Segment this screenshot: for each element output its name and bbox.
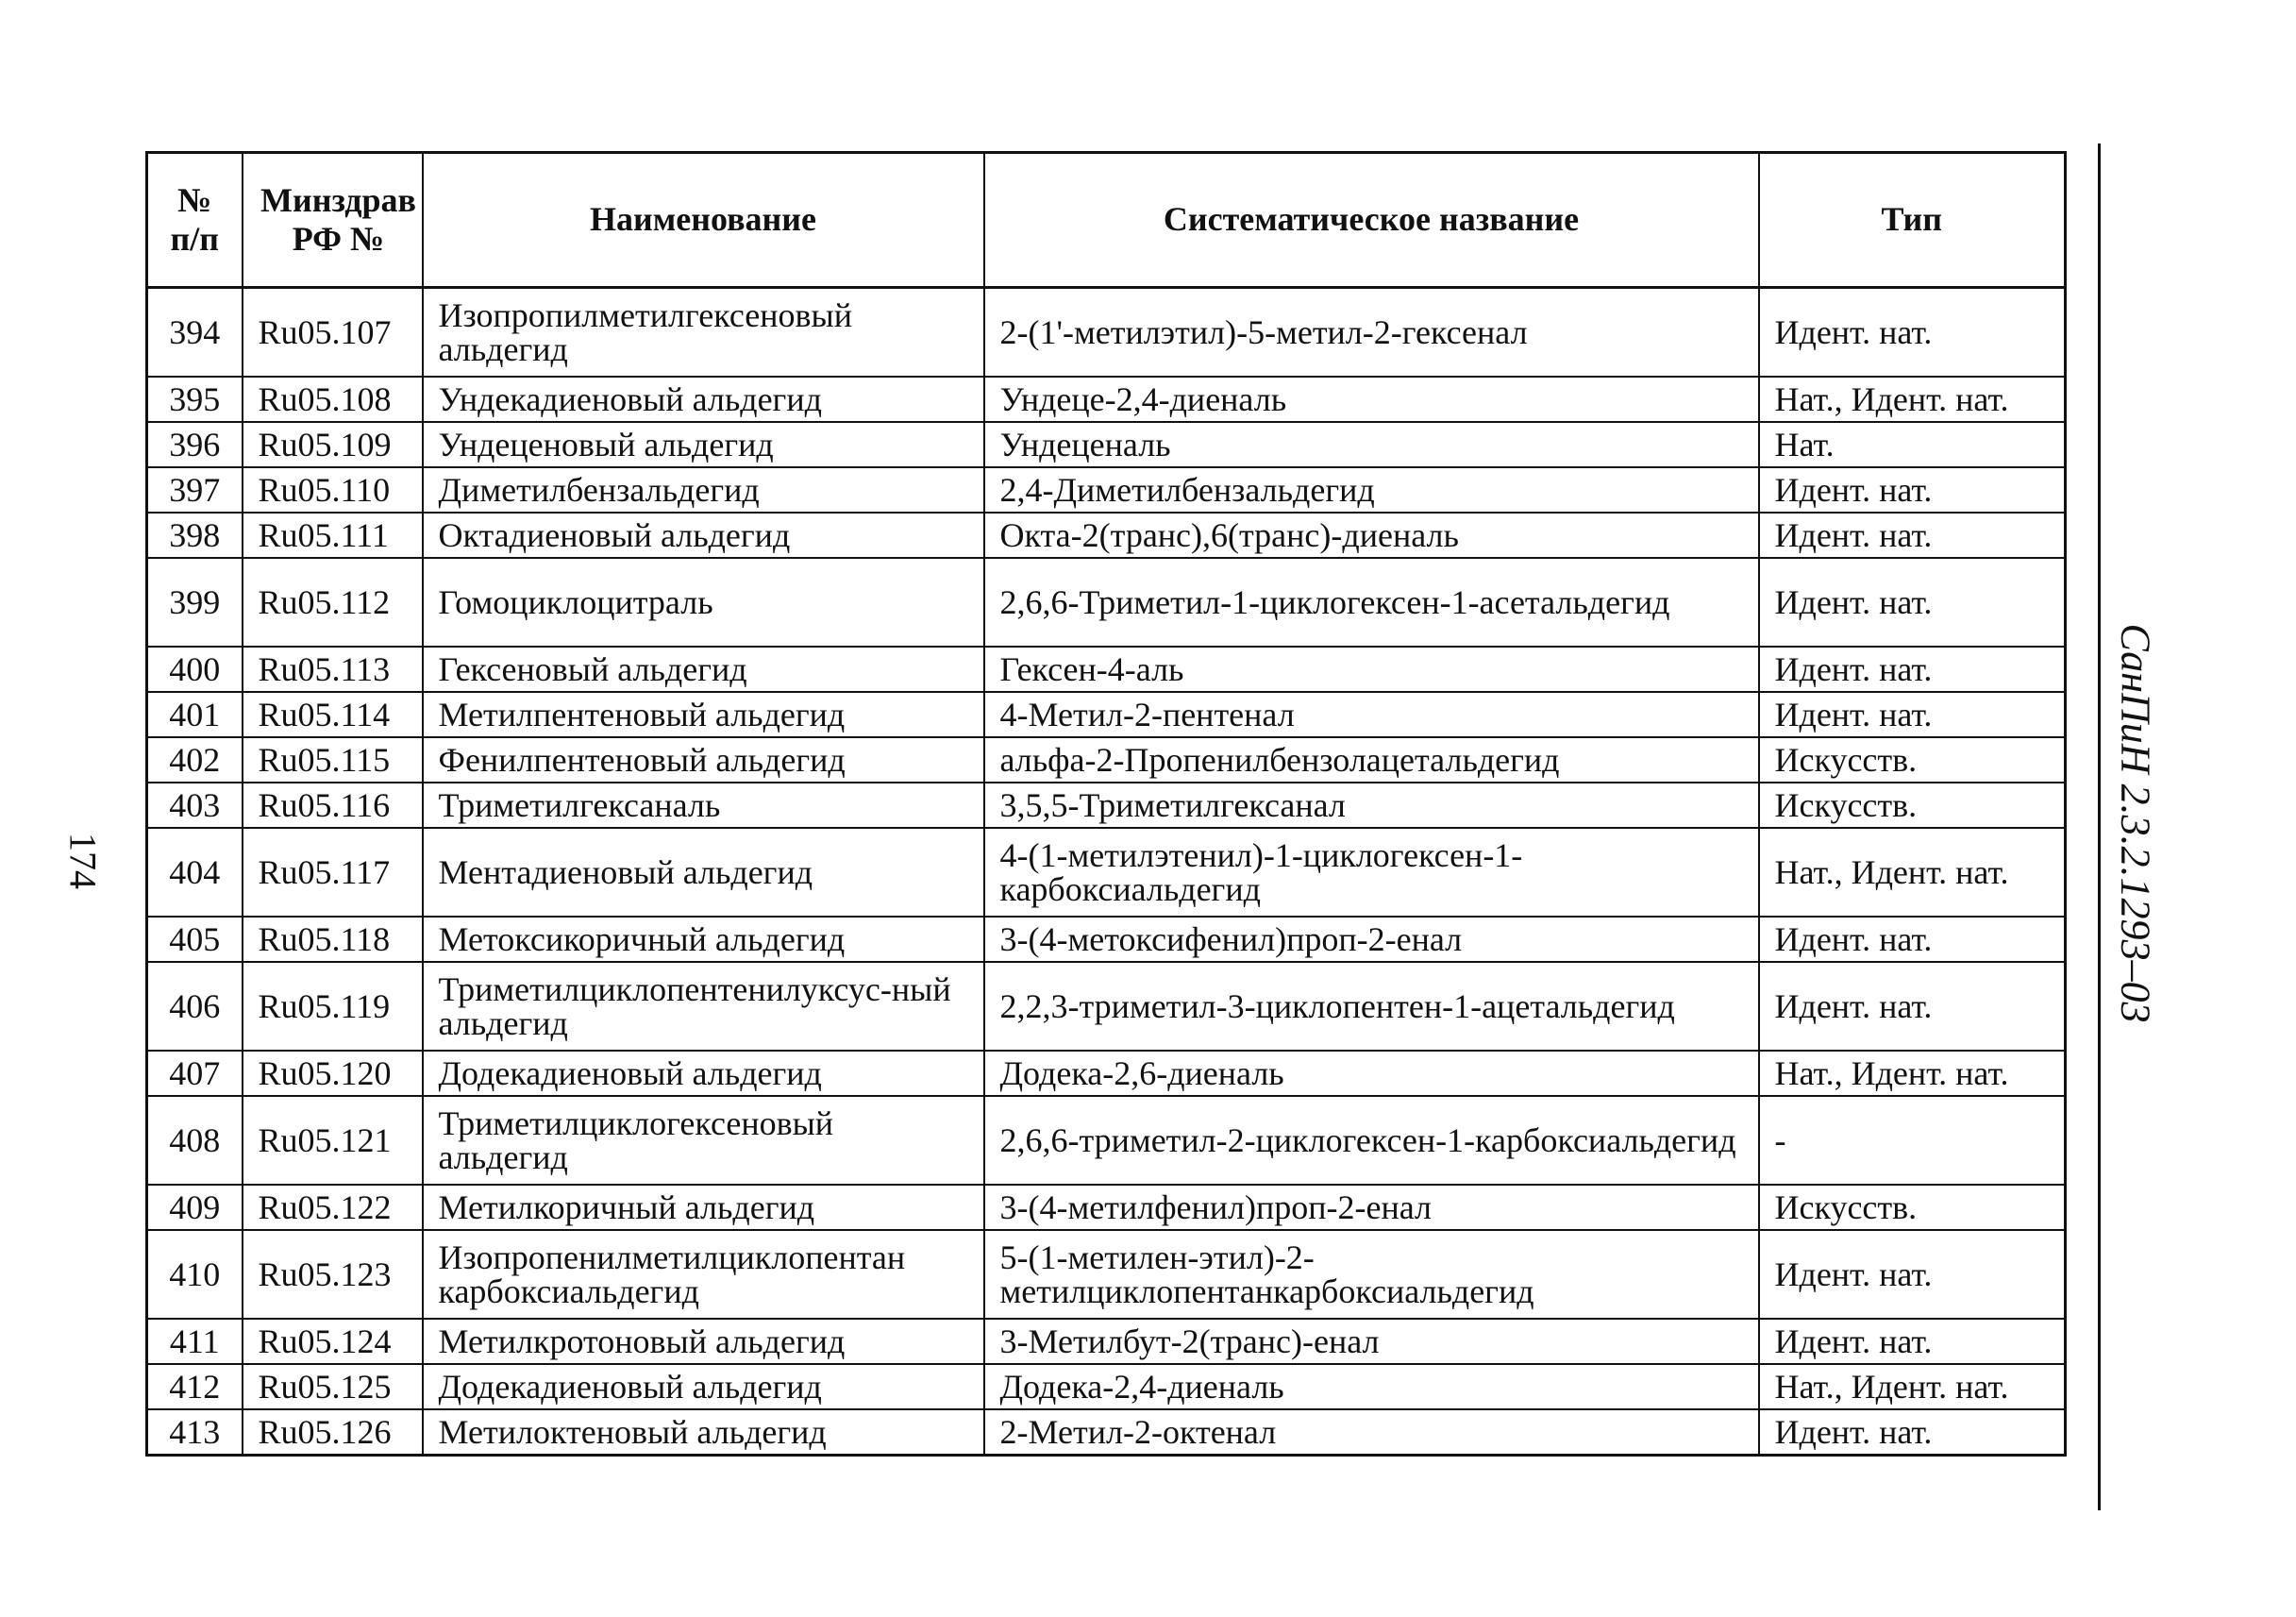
cell-num: 404 — [147, 828, 243, 917]
cell-systematic: 3-(4-метилфенил)проп-2-енал — [984, 1185, 1759, 1230]
cell-num: 398 — [147, 513, 243, 558]
cell-name: Додекадиеновый альдегид — [423, 1051, 984, 1096]
cell-name: Ундеценовый альдегид — [423, 422, 984, 467]
cell-code: Ru05.118 — [243, 917, 423, 962]
table-row — [147, 513, 2066, 558]
cell-type: Идент. нат. — [1759, 917, 2066, 962]
cell-name: Фенилпентеновый альдегид — [423, 737, 984, 783]
cell-num: 400 — [147, 647, 243, 692]
table-row — [147, 1319, 2066, 1364]
cell-type: Идент. нат. — [1759, 962, 2066, 1051]
cell-num: 399 — [147, 558, 243, 647]
cell-num: 412 — [147, 1364, 243, 1409]
header-name: Наименование — [423, 153, 984, 288]
cell-num: 407 — [147, 1051, 243, 1096]
cell-num: 395 — [147, 377, 243, 422]
cell-name: Метилпентеновый альдегид — [423, 692, 984, 737]
cell-systematic: 3-Метилбут-2(транс)-енал — [984, 1319, 1759, 1364]
cell-name: Изопропилметилгексеновый альдегид — [423, 288, 984, 378]
cell-systematic: 5-(1-метилен-этил)-2-метилциклопентанкарбоксиальдегид — [984, 1230, 1759, 1319]
table-row — [147, 1230, 2066, 1319]
cell-systematic: 2,6,6-триметил-2-циклогексен-1-карбоксиальдегид — [984, 1096, 1759, 1185]
cell-systematic: Гексен-4-аль — [984, 647, 1759, 692]
cell-type: Искусств. — [1759, 737, 2066, 783]
table-row — [147, 1364, 2066, 1409]
cell-type: Нат., Идент. нат. — [1759, 377, 2066, 422]
cell-num: 410 — [147, 1230, 243, 1319]
table-row — [147, 558, 2066, 647]
cell-code: Ru05.115 — [243, 737, 423, 783]
cell-systematic: Додека-2,6-диеналь — [984, 1051, 1759, 1096]
cell-code: Ru05.119 — [243, 962, 423, 1051]
cell-type: Нат., Идент. нат. — [1759, 1051, 2066, 1096]
cell-code: Ru05.125 — [243, 1364, 423, 1409]
header-systematic: Систематическое название — [984, 153, 1759, 288]
table-row — [147, 288, 2066, 378]
document-code: СанПиН 2.3.2.1293–03 — [2112, 623, 2159, 1023]
cell-name: Триметилциклопентенилуксус-ный альдегид — [423, 962, 984, 1051]
cell-name: Метилоктеновый альдегид — [423, 1409, 984, 1456]
cell-code: Ru05.126 — [243, 1409, 423, 1456]
cell-code: Ru05.109 — [243, 422, 423, 467]
cell-code: Ru05.114 — [243, 692, 423, 737]
cell-name: Метилкоричный альдегид — [423, 1185, 984, 1230]
cell-name: Изопропенилметилциклопентан карбоксиальдегид — [423, 1230, 984, 1319]
cell-type: Идент. нат. — [1759, 467, 2066, 513]
header-code-label: Минздрав РФ № — [260, 180, 416, 258]
cell-code: Ru05.108 — [243, 377, 423, 422]
header-code — [243, 153, 423, 288]
cell-code: Ru05.124 — [243, 1319, 423, 1364]
header-type: Тип — [1759, 153, 2066, 288]
cell-num: 397 — [147, 467, 243, 513]
cell-code: Ru05.111 — [243, 513, 423, 558]
cell-name: Додекадиеновый альдегид — [423, 1364, 984, 1409]
table-row — [147, 1185, 2066, 1230]
cell-systematic: Окта-2(транс),6(транс)-диеналь — [984, 513, 1759, 558]
cell-systematic: 4-(1-метилэтенил)-1-циклогексен-1-карбоксиальдегид — [984, 828, 1759, 917]
cell-code: Ru05.120 — [243, 1051, 423, 1096]
table-row — [147, 783, 2066, 828]
cell-name: Диметилбензальдегид — [423, 467, 984, 513]
cell-name: Гексеновый альдегид — [423, 647, 984, 692]
table-body — [147, 288, 2066, 1456]
header-num — [147, 153, 243, 288]
cell-systematic: 3,5,5-Триметилгексанал — [984, 783, 1759, 828]
cell-code: Ru05.116 — [243, 783, 423, 828]
cell-type: Идент. нат. — [1759, 1319, 2066, 1364]
cell-code: Ru05.123 — [243, 1230, 423, 1319]
cell-name: Гомоциклоцитраль — [423, 558, 984, 647]
cell-systematic: Ундеце-2,4-диеналь — [984, 377, 1759, 422]
cell-type: Нат., Идент. нат. — [1759, 828, 2066, 917]
table-row — [147, 377, 2066, 422]
cell-num: 396 — [147, 422, 243, 467]
cell-systematic: 4-Метил-2-пентенал — [984, 692, 1759, 737]
cell-code: Ru05.117 — [243, 828, 423, 917]
cell-num: 403 — [147, 783, 243, 828]
cell-type: Идент. нат. — [1759, 692, 2066, 737]
cell-num: 402 — [147, 737, 243, 783]
cell-type: Нат. — [1759, 422, 2066, 467]
cell-name: Метоксикоричный альдегид — [423, 917, 984, 962]
table-row — [147, 917, 2066, 962]
cell-num: 394 — [147, 288, 243, 378]
cell-num: 405 — [147, 917, 243, 962]
table-row — [147, 1409, 2066, 1456]
cell-num: 408 — [147, 1096, 243, 1185]
cell-type: Идент. нат. — [1759, 1409, 2066, 1456]
cell-name: Ментадиеновый альдегид — [423, 828, 984, 917]
cell-code: Ru05.122 — [243, 1185, 423, 1230]
cell-num: 409 — [147, 1185, 243, 1230]
table-row — [147, 422, 2066, 467]
cell-name: Октадиеновый альдегид — [423, 513, 984, 558]
table-row — [147, 1096, 2066, 1185]
table-row — [147, 828, 2066, 917]
side-rule — [2098, 143, 2101, 1510]
cell-type: - — [1759, 1096, 2066, 1185]
cell-name: Триметилциклогексеновый альдегид — [423, 1096, 984, 1185]
cell-systematic: 2,6,6-Триметил-1-циклогексен-1-асетальдегид — [984, 558, 1759, 647]
cell-code: Ru05.112 — [243, 558, 423, 647]
table-row — [147, 962, 2066, 1051]
page-number: 174 — [61, 833, 105, 889]
cell-systematic: 2-Метил-2-октенал — [984, 1409, 1759, 1456]
cell-systematic: 2,2,3-триметил-3-циклопентен-1-ацетальдегид — [984, 962, 1759, 1051]
cell-name: Метилкротоновый альдегид — [423, 1319, 984, 1364]
table-header-row — [147, 153, 2066, 288]
cell-systematic: 3-(4-метоксифенил)проп-2-енал — [984, 917, 1759, 962]
cell-num: 406 — [147, 962, 243, 1051]
header-num-label: № п/п — [170, 180, 219, 258]
cell-type: Идент. нат. — [1759, 1230, 2066, 1319]
cell-type: Нат., Идент. нат. — [1759, 1364, 2066, 1409]
cell-code: Ru05.110 — [243, 467, 423, 513]
cell-systematic: 2,4-Диметилбензальдегид — [984, 467, 1759, 513]
cell-type: Идент. нат. — [1759, 647, 2066, 692]
cell-name: Ундекадиеновый альдегид — [423, 377, 984, 422]
cell-systematic: Додека-2,4-диеналь — [984, 1364, 1759, 1409]
cell-code: Ru05.107 — [243, 288, 423, 378]
cell-systematic: 2-(1'-метилэтил)-5-метил-2-гексенал — [984, 288, 1759, 378]
cell-type: Искусств. — [1759, 1185, 2066, 1230]
cell-num: 413 — [147, 1409, 243, 1456]
aldehyde-table — [145, 151, 2067, 1457]
table-row — [147, 647, 2066, 692]
cell-name: Триметилгексаналь — [423, 783, 984, 828]
cell-type: Идент. нат. — [1759, 513, 2066, 558]
cell-systematic: альфа-2-Пропенилбензолацетальдегид — [984, 737, 1759, 783]
cell-systematic: Ундеценаль — [984, 422, 1759, 467]
cell-type: Искусств. — [1759, 783, 2066, 828]
cell-code: Ru05.121 — [243, 1096, 423, 1185]
table-row — [147, 692, 2066, 737]
cell-type: Идент. нат. — [1759, 558, 2066, 647]
cell-code: Ru05.113 — [243, 647, 423, 692]
cell-num: 411 — [147, 1319, 243, 1364]
table-row — [147, 737, 2066, 783]
cell-num: 401 — [147, 692, 243, 737]
table-row — [147, 1051, 2066, 1096]
table-row — [147, 467, 2066, 513]
cell-type: Идент. нат. — [1759, 288, 2066, 378]
